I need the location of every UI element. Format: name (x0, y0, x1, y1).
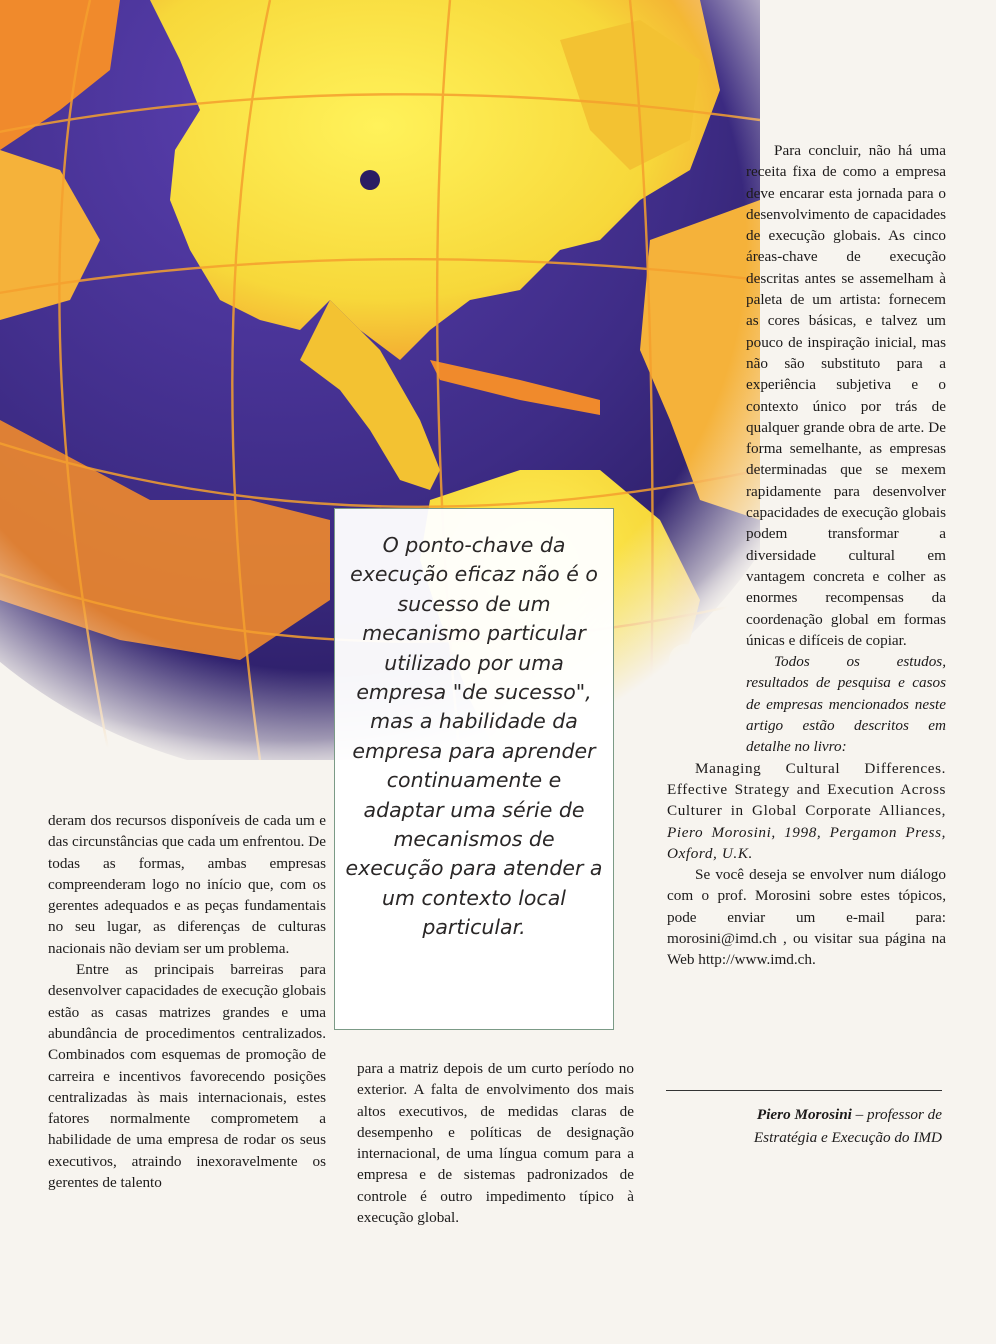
pull-quote-text: O ponto-chave da execução eficaz não é o sucesso de um mecanismo particular utilizado por uma empresa "de sucesso", mas a habilidade da empresa para aprender continuamente e adaptar uma série de mecanismos de execução para atender a um contexto local particular. (345, 533, 603, 940)
author-name: Piero Morosini (756, 1106, 852, 1123)
author-title-line1: professor de (867, 1106, 942, 1123)
author-box (666, 1103, 942, 1149)
book-author: Piero Morosini, 1998, Pergamon Press, Oxford, U.K. (667, 823, 946, 862)
right-column (667, 140, 946, 971)
body-paragraph: para a matriz depois de um curto período no exterior. A falta de envolvimento dos mais altos executivos, de medidas claras de desempenho e políticas de designação internacional, de uma língua comum para a empresa e de sistemas padronizados de controle é outro impedimento típico à execução global. (357, 1060, 634, 1227)
body-paragraph: Entre as principais barreiras para desenvolver capacidades de execução globais estão as casas matrizes grandes e uma abundância de procedimentos centralizados. Combinados com esquemas de promoção de carreira e incentivos favorecendo posições centralizadas às mais internacionais, estes fatores normalmente comprometem a habilidade de uma empresa de rodar os seus executivos, atraindo inexoravelmente os gerentes de talento (48, 961, 326, 1192)
contact-paragraph: Se você deseja se envolver num diálogo com o prof. Morosini sobre estes tópicos, pode enviar um e-mail para: morosini@imd.ch , ou visitar sua página na Web http://www.imd.ch. (667, 866, 946, 969)
body-paragraph: deram dos recursos disponíveis de cada um e das circunstâncias que cada um enfrentou. De todas as formas, ambas empresas compreenderam logo no início que, com os gerentes adequados e as peças fundamentais no seu lugar, as diferenças de culturas nacionais não deviam ser um problema. (48, 812, 326, 957)
middle-column (357, 1058, 634, 1228)
author-separator: – (851, 1106, 868, 1123)
sources-note: Todos os estudos, resultados de pesquisa e casos de empresas mencionados neste artigo estão descritos em detalhe no livro: (746, 653, 946, 756)
conclusion-paragraph: Para concluir, não há uma receita fixa de como a empresa deve encarar esta jornada para o desenvolvimento de capacidades de execução globais. As cinco áreas-chave de execução descritas antes se assemelham à paleta de um artista: fornecem as cores básicas, e talvez um pouco de inspiração inicial, mas não são substituto para a experiência subjetiva e o contexto único por trás de qualquer grande obra de arte. De forma semelhante, as empresas determinadas que se mexem rapidamente para desenvolver capacidades de execução globais podem transformar a diversidade cultural em vantagem concreta e colher as enormes recompensas da coordenação global em formas únicas e difíceis de copiar. (746, 142, 946, 649)
divider (666, 1090, 942, 1091)
pull-quote (334, 508, 614, 1030)
left-column (48, 810, 326, 1193)
book-reference (667, 758, 946, 864)
book-title: Managing Cultural Differences. Effective Strategy and Execution Across Culturer in Global Corporate Alliances, (667, 759, 946, 820)
author-title-line2: Estratégia e Execução do IMD (753, 1129, 942, 1146)
